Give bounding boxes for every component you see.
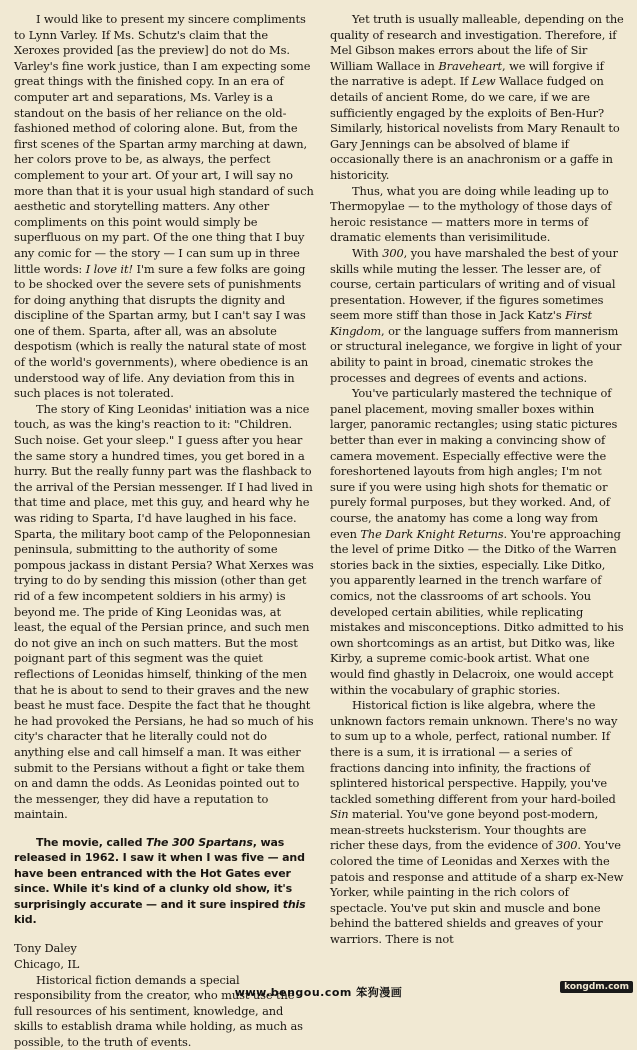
essay-paragraph-5: You've particularly mastered the technique of panel placement, moving smaller boxes within larger, panoramic rectangles; using static pictures better than ever in making a convincing show of camera movement. Especially effective were the foreshortened layouts from high angles; I'm not sure if you were using high shots for thematic or purely formal purposes, but they worked. And, of course, the anatomy has come a long way from even The Dark Knight Returns. You're approaching the level of prime Ditko — the Ditko of the Warren stories back in the sixties, especially. Like Ditko, you apparently learned in the trench warfare of comics, not the classrooms of art schools. You developed certain abilities, while replicating mistakes and misconceptions. Ditko admitted to his own shortcomings as an artist, but Ditko was, like Kirby, a supreme comic-book artist. What one would find ghastly in Delacroix, one would accept within the vocabulary of graphic stories. <box>330 386 624 698</box>
essay-paragraph-6: Historical fiction is like algebra, where the unknown factors remain unknown. There's no way to sum up to a whole, perfect, rational number. If there is a sum, it is irrational — a series of fractions dancing into infinity, the fractions of splintered historical perspective. Happily, you've tackled something different from your hard-boiled Sin material. You've gone beyond post-modern, mean-streets hucksterism. Your thoughts are richer these days, from the evidence of 300. You've colored the time of Leonidas and Xerxes with the patois and response and attitude of a sharp ex-New Yorker, while painting in the rich colors of spectacle. You've put skin and muscle and bone behind the battered shields and greaves of your warriors. There is not <box>330 698 624 948</box>
watermark-text: www.bengou.com 笨狗漫画 <box>235 986 402 999</box>
letter-paragraph-2: The story of King Leonidas' initiation was a nice touch, as was the king's reaction to it: "Children. Such noise. Get your sleep." I guess after you hear the same story a hundred times, you get bored in a hurry. But the really funny part was the flashback to the arrival of the Persian messenger. If I had lived in that time and place, met this guy, and heard why he was riding to Sparta, I'd have laughed in his face. Sparta, the military boot camp of the Peloponnesian peninsula, submitting to the authority of some pompous jackass in distant Persia? What Xerxes was trying to do by sending this mission (other than get rid of a few incompetent soldiers in his army) is beyond me. The pride of King Leonidas was, at least, the equal of the Persian prince, and such men do not give an inch on such matters. But the most poignant part of this segment was the quiet reflections of Leonidas himself, thinking of the men that he is about to send to their graves and the new beast he must face. Despite the fact that he thought he had provoked the Persians, he had so much of his city's character that he literally could not do anything else and call himself a man. It was either submit to the Persians without a fight or take them on and damn the odds. As Leonidas pointed out to the messenger, they did have a reputation to maintain. <box>14 402 314 823</box>
editor-response: The movie, called The 300 Spartans, was released in 1962. I saw it when I was five — and have been entranced with the Hot Gates ever since. While it's kind of a clunky old show, it's surprisingly accurate — and it sure inspired this kid. <box>14 835 314 927</box>
signature-city: Chicago, IL <box>14 957 314 973</box>
essay-paragraph-4: With 300, you have marshaled the best of your skills while muting the lesser. The lesser are, of course, certain particulars of writing and of visual presentation. However, if the figures sometimes seem more stiff than those in Jack Katz's First Kingdom, or the language suffers from mannerism or structural inelegance, we forgive in light of your ability to paint in broad, cinematic strokes the processes and degrees of events and actions. <box>330 246 624 386</box>
right-column <box>330 12 624 948</box>
essay-paragraph-1: Historical fiction demands a special responsibility from the creator, who must use the full resources of his sentiment, knowledge, and skills to establish drama while holding, as much as possible, to the truth of events. <box>14 973 314 1050</box>
letter-paragraph-1: I would like to present my sincere compliments to Lynn Varley. If Ms. Schutz's claim that the Xeroxes provided [as the preview] do not do Ms. Varley's fine work justice, than I am expecting some great things with the finished copy. In an era of computer art and separations, Ms. Varley is a standout on the basis of her reliance on the old-fashioned method of coloring alone. But, from the first scenes of the Spartan army marching at dawn, her colors prove to be, as always, the perfect complement to your art. Of your art, I will say no more than that it is your usual high standard of such aesthetic and storytelling matters. Any other compliments on this point would simply be superfluous on my part. Of the one thing that I buy any comic for — the story — I can sum up in three little words: I love it! I'm sure a few folks are going to be shocked over the severe sets of punishments for doing anything that disrupts the dignity and discipline of the Spartan army, but I can't say I was one of them. Sparta, after all, was an absolute despotism (which is really the natural state of most of the world's governments), where obedience is an understood way of life. Any deviation from this in such places is not tolerated. <box>14 12 314 402</box>
signature-name: Tony Daley <box>14 941 314 957</box>
essay-paragraph-3: Thus, what you are doing while leading up to Thermopylae — to the mythology of those days of heroic resistance — matters more in terms of dramatic elements than verisimilitude. <box>330 184 624 246</box>
footer-watermark <box>0 985 637 1000</box>
site-badge: kongdm.com <box>560 981 633 993</box>
left-column <box>14 12 314 1050</box>
essay-paragraph-2: Yet truth is usually malleable, depending on the quality of research and investigation. Therefore, if Mel Gibson makes errors about the life of Sir William Wallace in Braveheart, we will forgive if the narrative is adept. If Lew Wallace fudged on details of ancient Rome, do we care, if we are sufficiently engaged by the exploits of Ben-Hur? Similarly, historical novelists from Mary Renault to Gary Jennings can be absolved of blame if occasionally there is an anachronism or a gaffe in historicity. <box>330 12 624 184</box>
